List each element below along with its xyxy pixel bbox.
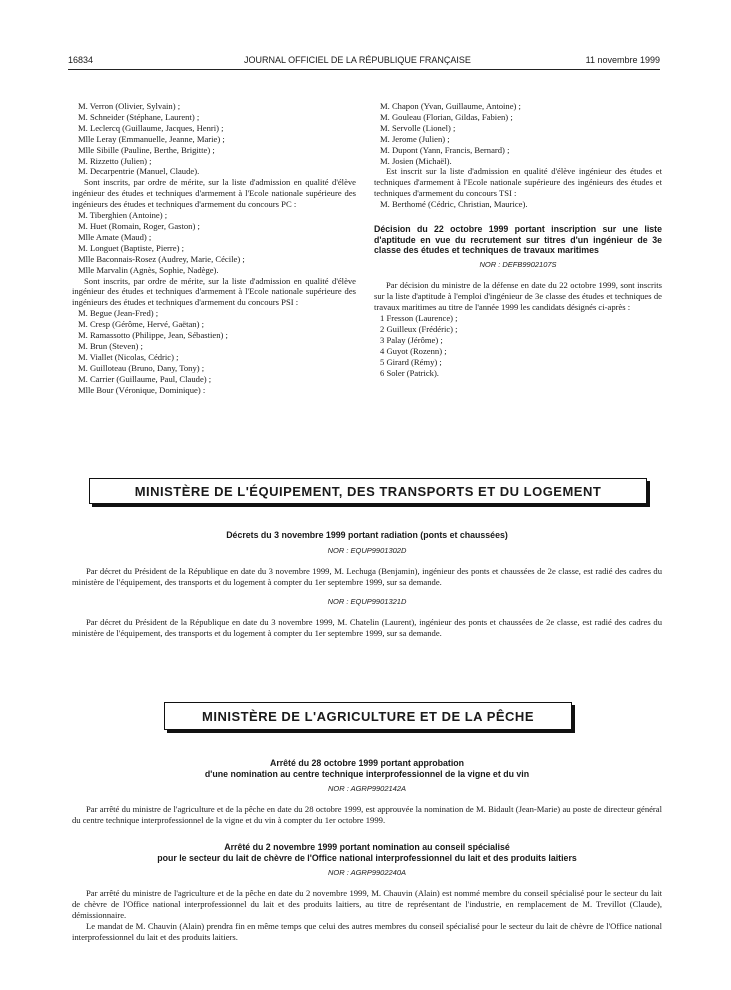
nor-code: NOR : AGRP9902240A: [327, 868, 407, 877]
list-item: M. Verron (Olivier, Sylvain) ;: [78, 101, 181, 111]
list-item: 5 Girard (Rémy) ;: [380, 356, 442, 367]
list-item: M. Rizzetto (Julien) ;: [78, 155, 152, 166]
list-item: M. Cresp (Gérôme, Hervé, Gaëtan) ;: [78, 319, 204, 330]
arrete2-title-line2: pour le secteur du lait de chèvre de l'Office national interprofessionnel du lait et des produits laitiers: [157, 852, 577, 863]
list-item: M. Decarpentrie (Manuel, Claude).: [78, 166, 200, 177]
list-item: M. Chapon (Yvan, Guillaume, Antoine) ;: [380, 101, 521, 111]
list-item: M. Berthomé (Cédric, Christian, Maurice).: [380, 199, 528, 210]
paragraph-pc: Sont inscrits, par ordre de mérite, sur la liste d'admission en qualité d'élève ingénieur des études et techniques d'armement à l'Ecole nationale supérieure des ingénieurs des études et techniques d'armement du concours PC :: [72, 177, 356, 210]
list-item: 6 Soler (Patrick).: [380, 367, 439, 378]
list-item: 4 Guyot (Rozenn) ;: [380, 345, 447, 356]
nor-code: NOR : EQUP9901321D: [327, 596, 407, 606]
arrete2-paragraph-1: Par arrêté du ministre de l'agriculture et de la pêche en date du 2 novembre 1999, M. Chauvin (Alain) est nommé membre du conseil spécialisé pour le secteur du lait de chèvre de l'Office national interprofessionnel du lait et des produits laitiers, au titre de représentant de l'industrie, en remplacement de M. Trevillot (Claude), démissionnaire.: [72, 888, 662, 920]
nor-reference: [72, 783, 662, 794]
list-item: M. Leclercq (Guillaume, Jacques, Henri) ;: [78, 122, 224, 133]
nor-reference: [374, 260, 662, 271]
paragraph-tsi: Est inscrit sur la liste d'admission en qualité d'élève ingénieur des études et techniques d'armement à l'Ecole nationale supérieure des ingénieurs des études et techniques d'armement du concours TSI :: [374, 166, 662, 199]
list-item: 2 Guilleux (Frédéric) ;: [380, 324, 458, 335]
agriculture-section: [72, 758, 662, 943]
arrete2-paragraph-2: Le mandat de M. Chauvin (Alain) prendra fin en même temps que celui des autres membres du conseil spécialisé pour le secteur du lait de chèvre de l'Office national interprofessionnel du lait et des produits laitiers.: [72, 921, 662, 942]
list-item: M. Gouleau (Florian, Gildas, Fabien) ;: [380, 111, 513, 122]
arrete2-title-line1: Arrêté du 2 novembre 1999 portant nomination au conseil spécialisé: [224, 842, 510, 852]
ministry-heading-equipement: MINISTÈRE DE L'ÉQUIPEMENT, DES TRANSPORTS ET DU LOGEMENT: [89, 478, 647, 504]
page-number: 16834: [68, 55, 94, 65]
list-item: M. Servolle (Lionel) ;: [380, 122, 456, 133]
list-item: Mlle Baconnais-Rosez (Audrey, Marie, Cécile) ;: [78, 253, 245, 264]
list-item: M. Dupont (Yann, Francis, Bernard) ;: [380, 144, 510, 155]
right-column: [374, 101, 662, 379]
list-item: M. Guilloteau (Bruno, Dany, Tony) ;: [78, 362, 205, 373]
nor-code: NOR : EQUP9901302D: [327, 545, 407, 555]
list-item: M. Jerome (Julien) ;: [380, 133, 450, 144]
header-rule: [68, 69, 660, 70]
decree-paragraph-1: Par décret du Président de la République en date du 3 novembre 1999, M. Lechuga (Benjamin), ingénieur des ponts et chaussées de 2e classe, est radié des cadres du ministère de l'équipement, des transports et du logement à compter du 1er septembre 1999, sur sa demande.: [72, 565, 662, 587]
list-item: M. Huet (Romain, Roger, Gaston) ;: [78, 220, 200, 231]
list-item: Mlle Marvalin (Agnès, Sophie, Nadège).: [78, 264, 219, 275]
list-item: Mlle Leray (Emmanuelle, Jeanne, Marie) ;: [78, 133, 225, 144]
ministry-heading-agriculture: MINISTÈRE DE L'AGRICULTURE ET DE LA PÊCHE: [164, 702, 572, 730]
decision-title: Décision du 22 octobre 1999 portant inscription sur une liste d'aptitude en vue du recrutement sur titres d'un ingénieur de 3e classe des études et techniques de travaux maritimes: [374, 224, 662, 256]
page-header: [68, 55, 660, 69]
decision-paragraph: Par décision du ministre de la défense en date du 22 octobre 1999, sont inscrits sur la liste d'aptitude à l'emploi d'ingénieur de 3e classe des études et techniques de travaux maritimes au titre de l'année 1999 les candidats désignés ci-après :: [374, 280, 662, 313]
list-item: M. Carrier (Guillaume, Paul, Claude) ;: [78, 373, 212, 384]
name-list-psi: [72, 308, 356, 395]
decree-paragraph-2: Par décret du Président de la République en date du 3 novembre 1999, M. Chatelin (Laurent), ingénieur des ponts et chaussées de 2e classe, est radié des cadres du ministère de l'équipement, des transports et du logement à compter du 1er septembre 1999, sur sa demande.: [72, 616, 662, 638]
candidate-list: [374, 313, 662, 378]
name-list-group1: [72, 101, 356, 177]
nor-code: NOR : DEFB9902107S: [479, 259, 557, 269]
issue-date: 11 novembre 1999: [585, 55, 660, 65]
list-item: M. Viallet (Nicolas, Cédric) ;: [78, 351, 179, 362]
arrete1-paragraph: Par arrêté du ministre de l'agriculture et de la pêche en date du 28 octobre 1999, est approuvée la nomination de M. Bidault (Jean-Marie) au poste de directeur général du centre technique interprofessionnel de la vigne et du vin à compter du 1er octobre 1999.: [72, 804, 662, 825]
list-item: 3 Palay (Jérôme) ;: [380, 335, 443, 345]
equipement-section: [72, 530, 662, 639]
list-item: M. Schneider (Stéphane, Laurent) ;: [78, 111, 200, 122]
list-item: Mlle Bour (Véronique, Dominique) :: [78, 384, 206, 395]
nor-reference: [72, 545, 662, 556]
nor-reference: [72, 596, 662, 607]
left-column: [72, 101, 356, 395]
list-item: M. Brun (Steven) ;: [78, 340, 143, 351]
name-list-pc: [72, 210, 356, 275]
name-list-top: [374, 101, 662, 166]
journal-title: JOURNAL OFFICIEL DE LA RÉPUBLIQUE FRANÇAISE: [244, 55, 471, 65]
list-item: M. Tiberghien (Antoine) ;: [78, 210, 168, 221]
list-item: 1 Fresson (Laurence) ;: [380, 313, 458, 324]
list-item: Mlle Sibille (Pauline, Berthe, Brigitte) ;: [78, 144, 215, 155]
list-item: M. Begue (Jean-Fred) ;: [78, 308, 159, 319]
list-item: M. Longuet (Baptiste, Pierre) ;: [78, 242, 184, 253]
paragraph-psi: Sont inscrits, par ordre de mérite, sur la liste d'admission en qualité d'élève ingénieur des études et techniques d'armement à l'Ecole nationale supérieure des ingénieurs des études et techniques d'armement du concours PSI :: [72, 275, 356, 308]
arrete1-title-line1: Arrêté du 28 octobre 1999 portant approbation: [269, 758, 465, 768]
nor-code: NOR : AGRP9902142A: [327, 784, 407, 793]
list-item: Mlle Amate (Maud) ;: [78, 231, 152, 242]
arrete1-title-line2: d'une nomination au centre technique interprofessionnel de la vigne et du vin: [204, 768, 530, 779]
nor-reference: [72, 867, 662, 878]
list-item: M. Ramassotto (Philippe, Jean, Sébastien) ;: [78, 330, 228, 341]
list-item: M. Josien (Michaël).: [380, 155, 452, 166]
decree-title: Décrets du 3 novembre 1999 portant radiation (ponts et chaussées): [226, 530, 508, 540]
